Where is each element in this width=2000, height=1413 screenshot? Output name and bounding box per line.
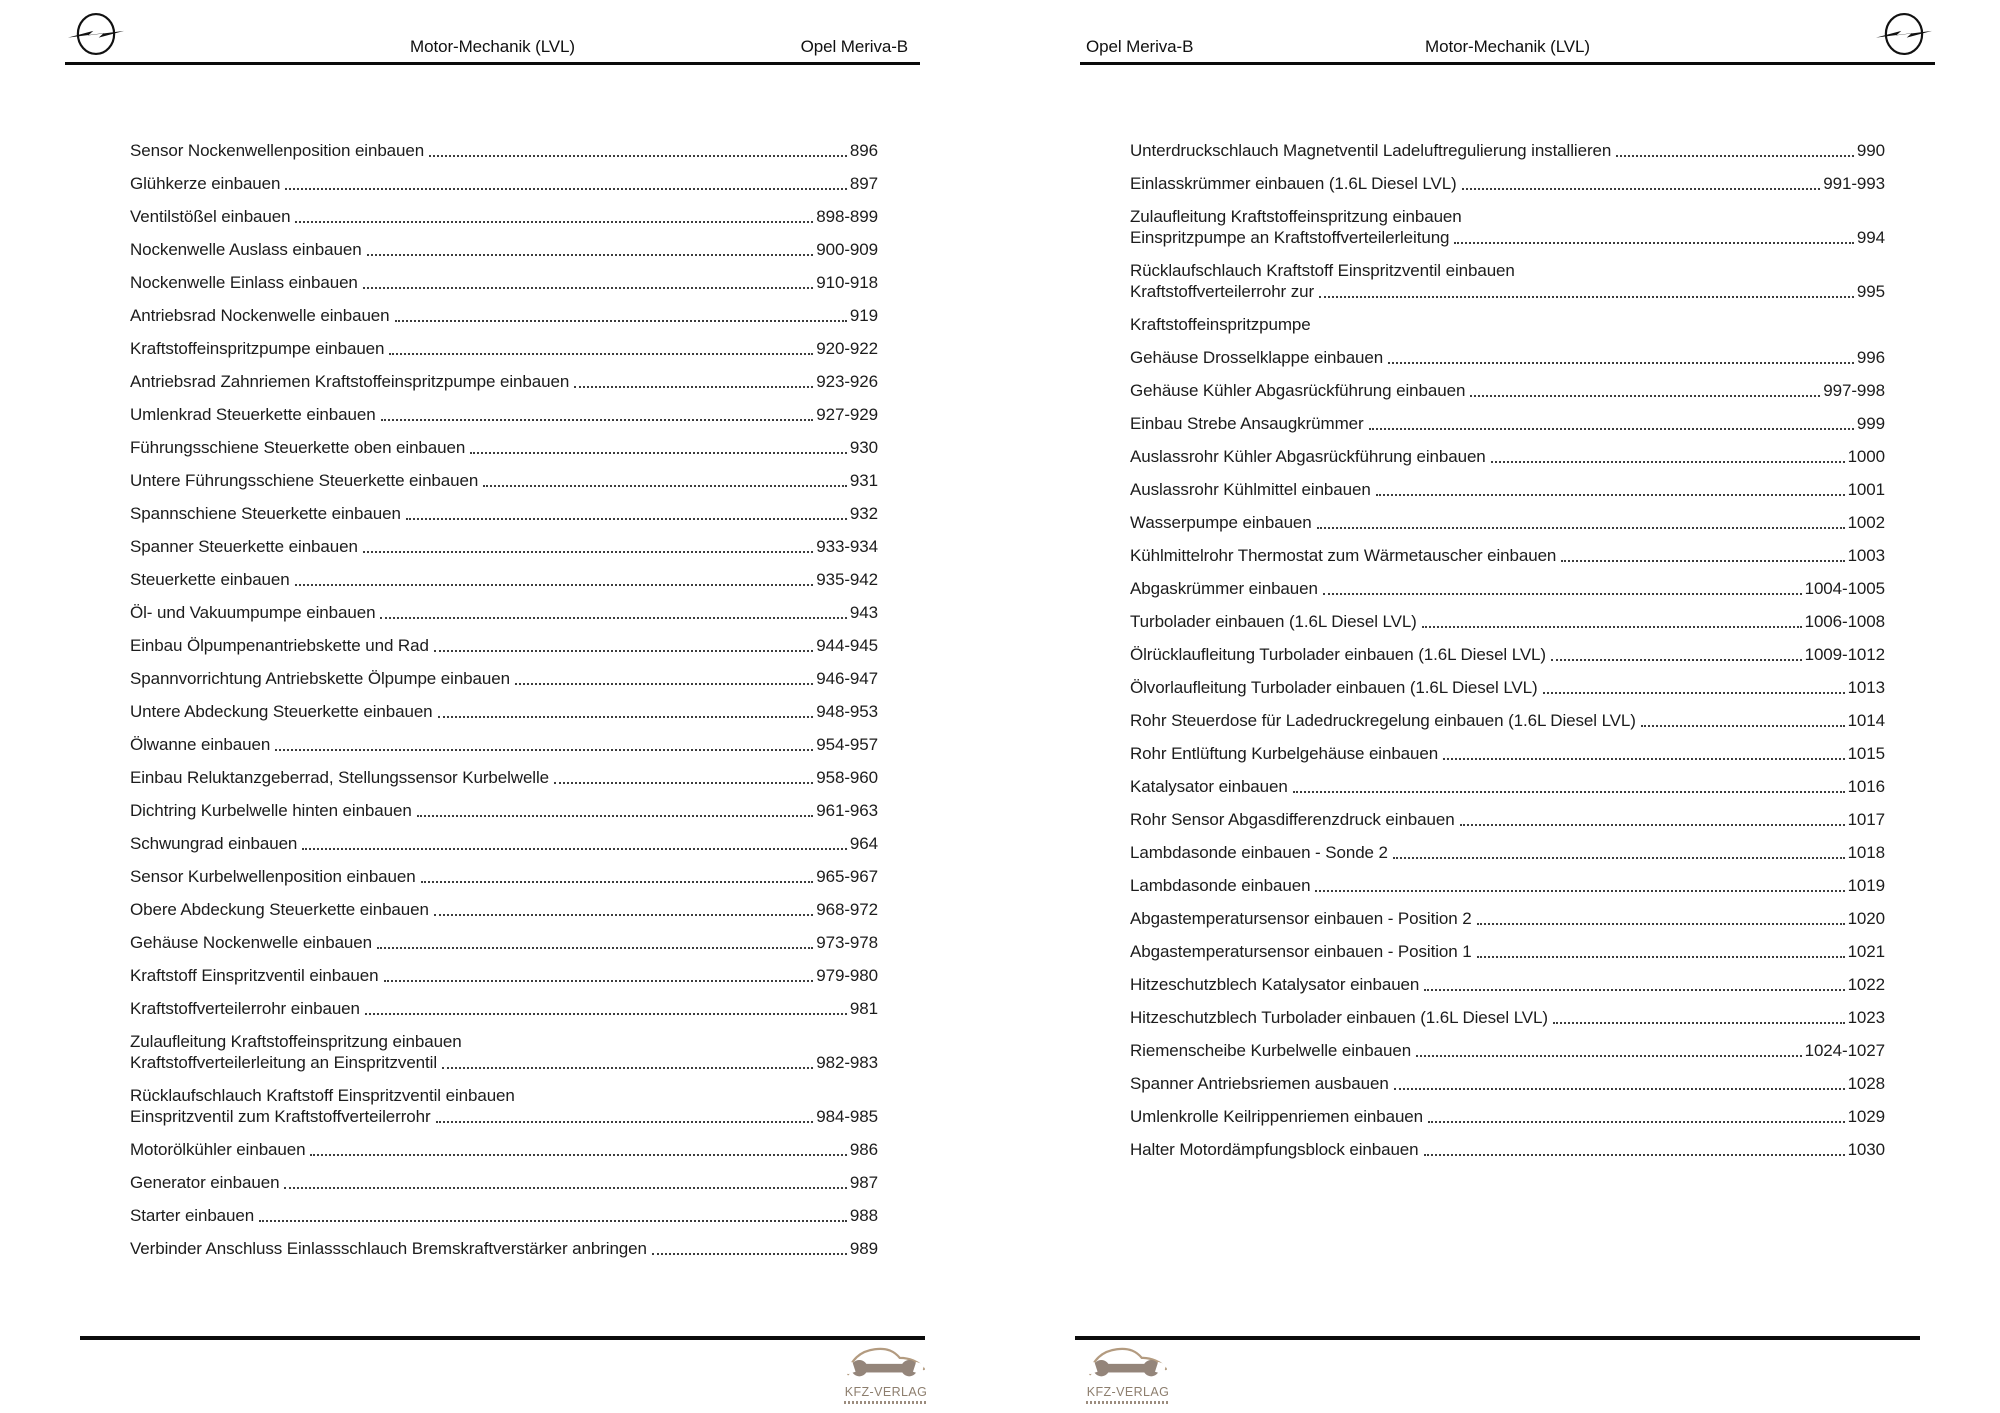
dot-leader [389, 353, 813, 355]
toc-entry-page: 919 [849, 306, 878, 325]
toc-entry-title: Kraftstoffverteilerrohr zur [1130, 282, 1315, 301]
dot-leader [1394, 1088, 1845, 1090]
toc-entry [130, 1172, 878, 1193]
opel-logo-icon [67, 10, 125, 63]
publisher-logo [840, 1343, 932, 1404]
toc-entry-title: Motorölkühler einbauen [130, 1140, 306, 1159]
toc-entry [130, 833, 878, 854]
dot-leader [406, 518, 847, 520]
toc-entry-title: Sensor Kurbelwellenposition einbauen [130, 867, 416, 886]
toc-entry [1130, 1073, 1885, 1094]
toc-entry-page: 989 [849, 1239, 878, 1258]
toc-entry-title: Rohr Sensor Abgasdifferenzdruck einbauen [1130, 810, 1455, 829]
toc-entry-title: Einbau Ölpumpenantriebskette und Rad [130, 636, 429, 655]
toc-entry [130, 206, 878, 227]
toc-entry-title: Umlenkrad Steuerkette einbauen [130, 405, 376, 424]
toc-entry-title: Ölrücklaufleitung Turbolader einbauen (1.6L Diesel LVL) [1130, 645, 1546, 664]
toc-entry-page: 996 [1856, 348, 1885, 367]
toc-entry-page: 961-963 [816, 801, 878, 820]
dot-leader [1388, 362, 1854, 364]
header-model: Opel Meriva-B [1086, 37, 1194, 56]
toc-entry [130, 899, 878, 920]
toc-entry-title: Abgastemperatursensor einbauen - Position 2 [1130, 909, 1472, 928]
toc-entry [1130, 545, 1885, 566]
toc-entry-title: Spannvorrichtung Antriebskette Ölpumpe einbauen [130, 669, 510, 688]
toc-entry-page: 927-929 [816, 405, 878, 424]
dot-leader [285, 188, 847, 190]
dot-leader [1477, 956, 1845, 958]
toc-entry-title: Einlasskrümmer einbauen (1.6L Diesel LVL) [1130, 174, 1457, 193]
toc-entry-title: Hitzeschutzblech Katalysator einbauen [1130, 975, 1420, 994]
dot-leader [259, 1220, 847, 1222]
toc-entry-page: 1002 [1847, 513, 1885, 532]
dot-leader [652, 1253, 847, 1255]
toc-entry-page: 1001 [1847, 480, 1885, 499]
dot-leader [442, 1067, 813, 1069]
toc-entry-page: 1009-1012 [1804, 645, 1885, 664]
toc-entry [1130, 611, 1885, 632]
dot-leader [438, 716, 814, 718]
toc-entry-page: 946-947 [816, 669, 878, 688]
toc-entry-title: Steuerkette einbauen [130, 570, 290, 589]
dot-leader [365, 1013, 847, 1015]
car-wrench-icon [843, 1343, 929, 1383]
publisher-name: KFZ-VERLAG [844, 1385, 928, 1399]
dot-leader [434, 650, 813, 652]
toc-entry-page: 932 [849, 504, 878, 523]
toc-entry-page: 935-942 [816, 570, 878, 589]
dot-leader [436, 1121, 814, 1123]
toc-entry-title: Abgastemperatursensor einbauen - Position 1 [1130, 942, 1472, 961]
dot-leader [1317, 527, 1845, 529]
header-title: Motor-Mechanik (LVL) [1425, 37, 1590, 56]
toc-entry [1130, 710, 1885, 731]
toc-entry [1130, 842, 1885, 863]
dot-leader [1416, 1055, 1802, 1057]
toc-entry-title: Kraftstoffverteilerleitung an Einspritzventil [130, 1053, 438, 1072]
toc-entry [1130, 875, 1885, 896]
toc-entry-title: Sensor Nockenwellenposition einbauen [130, 141, 425, 160]
toc-entry [1130, 413, 1885, 434]
dot-leader [1376, 494, 1845, 496]
dot-leader [434, 914, 813, 916]
toc-entry [130, 569, 878, 590]
dot-leader [1319, 296, 1854, 298]
page-header-right [1080, 0, 1935, 65]
toc-entry-page: 896 [849, 141, 878, 160]
toc-entry-page: 999 [1856, 414, 1885, 433]
toc-entry-page: 973-978 [816, 933, 878, 952]
toc-entry-title: Einbau Reluktanzgeberrad, Stellungssensor Kurbelwelle [130, 768, 550, 787]
page-left [65, 0, 928, 1413]
toc-entry-title: Untere Führungsschiene Steuerkette einbauen [130, 471, 479, 490]
toc-entry [130, 470, 878, 491]
toc-entry-page: 930 [849, 438, 878, 457]
toc-entry [1130, 173, 1885, 194]
dot-leader [295, 584, 814, 586]
dot-leader [1460, 824, 1845, 826]
toc-entry-page: 965-967 [816, 867, 878, 886]
toc-entry-title: Turbolader einbauen (1.6L Diesel LVL) [1130, 612, 1417, 631]
car-wrench-icon [1085, 1343, 1171, 1383]
publisher-logo [1082, 1343, 1174, 1404]
toc-left [130, 140, 878, 1271]
toc-entry [130, 767, 878, 788]
toc-entry-title: Führungsschiene Steuerkette oben einbauen [130, 438, 466, 457]
toc-entry [130, 1238, 878, 1259]
toc-entry-page: 954-957 [816, 735, 878, 754]
toc-entry-page: 1019 [1847, 876, 1885, 895]
toc-entry-page: 994 [1856, 228, 1885, 247]
dot-leader [1553, 1022, 1845, 1024]
toc-entry-page: 964 [849, 834, 878, 853]
dot-leader [295, 221, 813, 223]
toc-entry [1130, 1007, 1885, 1028]
toc-entry-page: 1021 [1847, 942, 1885, 961]
toc-entry-title: Spanner Antriebsriemen ausbauen [1130, 1074, 1389, 1093]
toc-entry-page: 991-993 [1823, 174, 1885, 193]
toc-entry-page: 1018 [1847, 843, 1885, 862]
dot-leader [1443, 758, 1844, 760]
toc-entry [130, 1085, 878, 1127]
toc-entry [130, 239, 878, 260]
toc-entry-page: 933-934 [816, 537, 878, 556]
toc-entry-page: 958-960 [816, 768, 878, 787]
toc-entry-page: 948-953 [816, 702, 878, 721]
toc-entry-page: 979-980 [816, 966, 878, 985]
toc-entry-title: Rücklaufschlauch Kraftstoff Einspritzventil einbauen [1130, 261, 1515, 280]
dot-leader [1477, 923, 1845, 925]
dot-leader [1561, 560, 1844, 562]
toc-entry-title: Generator einbauen [130, 1173, 280, 1192]
toc-entry-title: Einspritzventil zum Kraftstoffverteilerrohr [130, 1107, 431, 1126]
toc-entry-page: 986 [849, 1140, 878, 1159]
dot-leader [1422, 626, 1802, 628]
dot-leader [1616, 155, 1854, 157]
toc-entry-page: 1029 [1847, 1107, 1885, 1126]
toc-entry-title: Auslassrohr Kühlmittel einbauen [1130, 480, 1371, 499]
toc-entry-title: Glühkerze einbauen [130, 174, 281, 193]
toc-entry-title: Gehäuse Nockenwelle einbauen [130, 933, 372, 952]
toc-entry-title: Kühlmittelrohr Thermostat zum Wärmetauscher einbauen [1130, 546, 1557, 565]
toc-entry-page: 990 [1856, 141, 1885, 160]
dot-leader [1551, 659, 1802, 661]
dot-leader [417, 815, 814, 817]
toc-entry [1130, 314, 1885, 335]
toc-entry-page: 984-985 [816, 1107, 878, 1126]
toc-entry-page: 997-998 [1823, 381, 1885, 400]
toc-entry-page: 920-922 [816, 339, 878, 358]
toc-entry-page: 968-972 [816, 900, 878, 919]
toc-entry-page: 1013 [1847, 678, 1885, 697]
toc-entry-page: 1020 [1847, 909, 1885, 928]
toc-entry-title: Rohr Steuerdose für Ladedruckregelung einbauen (1.6L Diesel LVL) [1130, 711, 1636, 730]
toc-entry [130, 800, 878, 821]
toc-entry-title: Hitzeschutzblech Turbolader einbauen (1.6L Diesel LVL) [1130, 1008, 1548, 1027]
dot-leader [367, 254, 814, 256]
toc-entry-title: Ölvorlaufleitung Turbolader einbauen (1.6L Diesel LVL) [1130, 678, 1538, 697]
toc-entry-title: Spanner Steuerkette einbauen [130, 537, 358, 556]
dot-leader [310, 1154, 846, 1156]
toc-entry-title: Verbinder Anschluss Einlassschlauch Bremskraftverstärker anbringen [130, 1239, 647, 1258]
toc-entry [130, 1205, 878, 1226]
toc-entry [130, 404, 878, 425]
dot-leader [421, 881, 814, 883]
toc-entry-title: Zulaufleitung Kraftstoffeinspritzung einbauen [1130, 207, 1462, 226]
dot-leader [1393, 857, 1845, 859]
toc-entry [1130, 512, 1885, 533]
toc-entry [1130, 479, 1885, 500]
toc-entry [130, 272, 878, 293]
toc-entry-title: Antriebsrad Nockenwelle einbauen [130, 306, 390, 325]
toc-entry-title: Auslassrohr Kühler Abgasrückführung einbauen [1130, 447, 1486, 466]
dot-leader [574, 386, 813, 388]
dot-leader [1491, 461, 1845, 463]
toc-entry-title: Wasserpumpe einbauen [1130, 513, 1312, 532]
dot-leader [284, 1187, 846, 1189]
toc-entry-title: Nockenwelle Auslass einbauen [130, 240, 362, 259]
toc-entry-page: 910-918 [816, 273, 878, 292]
toc-entry-page: 900-909 [816, 240, 878, 259]
toc-entry-page: 923-926 [816, 372, 878, 391]
dot-leader [515, 683, 813, 685]
dot-leader [1454, 242, 1854, 244]
toc-entry [130, 173, 878, 194]
toc-entry-page: 987 [849, 1173, 878, 1192]
toc-entry [130, 1031, 878, 1073]
dot-leader [1470, 395, 1820, 397]
toc-entry-title: Zulaufleitung Kraftstoffeinspritzung einbauen [130, 1032, 462, 1051]
toc-right [1130, 140, 1885, 1172]
toc-entry-page: 1014 [1847, 711, 1885, 730]
toc-entry [1130, 974, 1885, 995]
publisher-tagline [1086, 1401, 1170, 1404]
publisher-name: KFZ-VERLAG [1086, 1385, 1170, 1399]
toc-entry-title: Einbau Strebe Ansaugkrümmer [1130, 414, 1364, 433]
toc-entry-title: Gehäuse Kühler Abgasrückführung einbauen [1130, 381, 1466, 400]
toc-entry-title: Abgaskrümmer einbauen [1130, 579, 1318, 598]
dot-leader [380, 617, 846, 619]
toc-entry-title: Dichtring Kurbelwelle hinten einbauen [130, 801, 412, 820]
footer-rule [80, 1336, 925, 1340]
toc-entry [130, 998, 878, 1019]
toc-entry-title: Unterdruckschlauch Magnetventil Ladeluftregulierung installieren [1130, 141, 1612, 160]
toc-entry [130, 437, 878, 458]
toc-entry-page: 1000 [1847, 447, 1885, 466]
toc-entry [1130, 446, 1885, 467]
toc-entry [130, 701, 878, 722]
dot-leader [1424, 1154, 1845, 1156]
toc-entry-title: Lambdasonde einbauen [1130, 876, 1311, 895]
header-model: Opel Meriva-B [800, 37, 908, 56]
toc-entry-title: Umlenkrolle Keilrippenriemen einbauen [1130, 1107, 1424, 1126]
toc-entry-page: 1022 [1847, 975, 1885, 994]
dot-leader [1462, 188, 1821, 190]
publisher-tagline [844, 1401, 928, 1404]
toc-entry [1130, 1040, 1885, 1061]
dot-leader [384, 980, 814, 982]
dot-leader [363, 551, 813, 553]
toc-entry [1130, 776, 1885, 797]
toc-entry-page: 931 [849, 471, 878, 490]
toc-entry-title: Rohr Entlüftung Kurbelgehäuse einbauen [1130, 744, 1439, 763]
toc-entry-page: 943 [849, 603, 878, 622]
toc-entry-title: Halter Motordämpfungsblock einbauen [1130, 1140, 1419, 1159]
toc-entry [130, 371, 878, 392]
toc-entry-title: Antriebsrad Zahnriemen Kraftstoffeinspritzpumpe einbauen [130, 372, 570, 391]
toc-entry-page: 1030 [1847, 1140, 1885, 1159]
toc-entry-title: Nockenwelle Einlass einbauen [130, 273, 358, 292]
footer-rule [1075, 1336, 1920, 1340]
toc-entry-page: 1003 [1847, 546, 1885, 565]
toc-entry-title: Katalysator einbauen [1130, 777, 1288, 796]
toc-entry-page: 897 [849, 174, 878, 193]
toc-entry-title: Kraftstoffverteilerrohr einbauen [130, 999, 360, 1018]
header-title: Motor-Mechanik (LVL) [410, 37, 575, 56]
toc-entry [130, 635, 878, 656]
toc-entry-page: 1016 [1847, 777, 1885, 796]
dot-leader [1424, 989, 1844, 991]
dot-leader [1641, 725, 1845, 727]
toc-entry-title: Riemenscheibe Kurbelwelle einbauen [1130, 1041, 1412, 1060]
dot-leader [377, 947, 813, 949]
toc-entry-page: 1006-1008 [1804, 612, 1885, 631]
toc-entry [130, 602, 878, 623]
dot-leader [275, 749, 813, 751]
toc-entry [1130, 908, 1885, 929]
toc-entry [130, 503, 878, 524]
toc-entry-page: 1024-1027 [1804, 1041, 1885, 1060]
toc-entry-title: Schwungrad einbauen [130, 834, 298, 853]
toc-entry-page: 1004-1005 [1804, 579, 1885, 598]
dot-leader [1293, 791, 1845, 793]
toc-entry [130, 668, 878, 689]
toc-entry-title: Untere Abdeckung Steuerkette einbauen [130, 702, 433, 721]
toc-entry [130, 1139, 878, 1160]
dot-leader [1323, 593, 1802, 595]
toc-entry-page: 898-899 [816, 207, 878, 226]
toc-entry [130, 866, 878, 887]
toc-entry [1130, 941, 1885, 962]
toc-entry [1130, 1139, 1885, 1160]
dot-leader [395, 320, 847, 322]
toc-entry-title: Kraftstoffeinspritzpumpe [1130, 315, 1311, 334]
toc-entry-page: 995 [1856, 282, 1885, 301]
toc-entry-page: 1017 [1847, 810, 1885, 829]
toc-entry [1130, 809, 1885, 830]
toc-entry [1130, 1106, 1885, 1127]
toc-entry [130, 536, 878, 557]
dot-leader [429, 155, 847, 157]
toc-entry [1130, 206, 1885, 248]
toc-entry [1130, 644, 1885, 665]
dot-leader [363, 287, 814, 289]
toc-entry-title: Ölwanne einbauen [130, 735, 271, 754]
toc-entry [1130, 140, 1885, 161]
toc-entry [130, 734, 878, 755]
toc-entry [1130, 743, 1885, 764]
dot-leader [381, 419, 814, 421]
page-header-left [65, 0, 920, 65]
toc-entry-title: Rücklaufschlauch Kraftstoff Einspritzventil einbauen [130, 1086, 515, 1105]
toc-entry-page: 982-983 [816, 1053, 878, 1072]
page-right [1080, 0, 1935, 1413]
toc-entry [1130, 578, 1885, 599]
dot-leader [1369, 428, 1854, 430]
dot-leader [1315, 890, 1844, 892]
toc-entry [130, 932, 878, 953]
toc-entry-page: 1015 [1847, 744, 1885, 763]
toc-entry-page: 1023 [1847, 1008, 1885, 1027]
dot-leader [1543, 692, 1845, 694]
toc-entry-title: Lambdasonde einbauen - Sonde 2 [1130, 843, 1388, 862]
dot-leader [483, 485, 847, 487]
dot-leader [1428, 1121, 1845, 1123]
opel-logo-icon [1875, 10, 1933, 63]
toc-entry-title: Einspritzpumpe an Kraftstoffverteilerleitung [1130, 228, 1450, 247]
toc-entry-title: Obere Abdeckung Steuerkette einbauen [130, 900, 429, 919]
toc-entry-title: Öl- und Vakuumpumpe einbauen [130, 603, 376, 622]
toc-entry-page: 981 [849, 999, 878, 1018]
toc-entry-title: Ventilstößel einbauen [130, 207, 291, 226]
toc-entry [1130, 380, 1885, 401]
dot-leader [302, 848, 847, 850]
toc-entry-title: Kraftstoffeinspritzpumpe einbauen [130, 339, 385, 358]
toc-entry [130, 140, 878, 161]
toc-entry-title: Starter einbauen [130, 1206, 255, 1225]
toc-entry [130, 305, 878, 326]
toc-entry [1130, 347, 1885, 368]
toc-entry [1130, 260, 1885, 302]
toc-entry-page: 944-945 [816, 636, 878, 655]
dot-leader [470, 452, 847, 454]
toc-entry-title: Gehäuse Drosselklappe einbauen [1130, 348, 1384, 367]
toc-entry-title: Kraftstoff Einspritzventil einbauen [130, 966, 379, 985]
toc-entry-page: 1028 [1847, 1074, 1885, 1093]
dot-leader [554, 782, 813, 784]
toc-entry-title: Spannschiene Steuerkette einbauen [130, 504, 401, 523]
toc-entry [1130, 677, 1885, 698]
toc-entry [130, 338, 878, 359]
toc-entry-page: 988 [849, 1206, 878, 1225]
toc-entry [130, 965, 878, 986]
